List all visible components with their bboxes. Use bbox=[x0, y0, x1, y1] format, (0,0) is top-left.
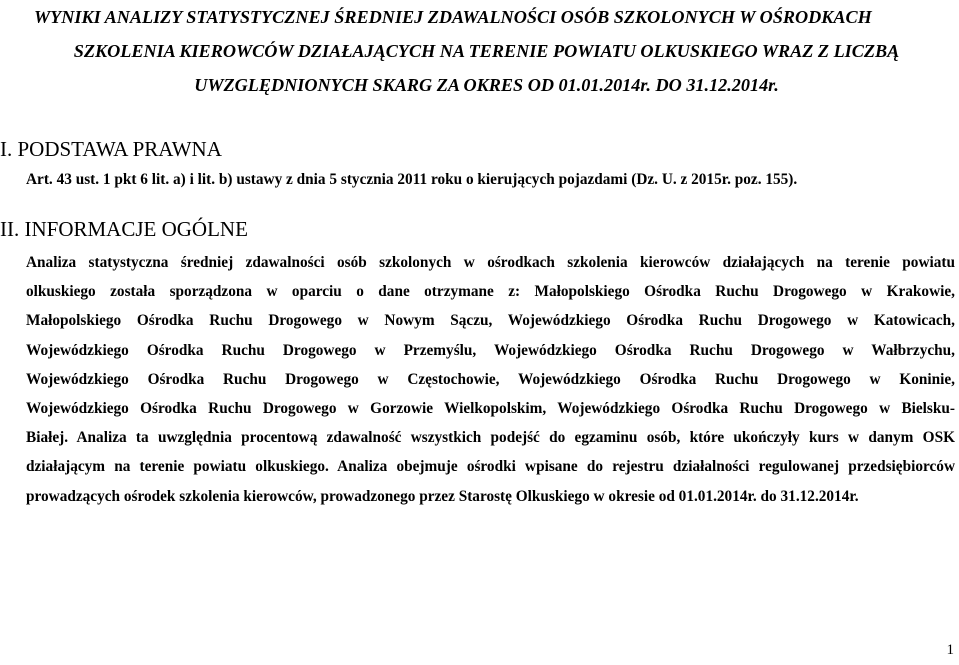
title-line-1: WYNIKI ANALIZY STATYSTYCZNEJ ŚREDNIEJ ZDAWALNOŚCI OSÓB SZKOLONYCH W OŚRODKACH bbox=[34, 7, 872, 27]
paragraph-line: Wojewódzkiego Ośrodka Ruchu Drogowego w Częstochowie, Wojewódzkiego Ośrodka Ruchu Drogowego w Koninie, bbox=[26, 370, 955, 388]
paragraph-line: Białej. Analiza ta uwzględnia procentową zdawalność wszystkich podejść do egzaminu osób, które ukończyły kurs w danym OSK bbox=[26, 429, 955, 447]
paragraph-line: Wojewódzkiego Ośrodka Ruchu Drogowego w Gorzowie Wielkopolskim, Wojewódzkiego Ośrodka Ruchu Drogowego w Bielsku- bbox=[26, 399, 955, 417]
paragraph-line: działającym na terenie powiatu olkuskiego. Analiza obejmuje ośrodki wpisane do rejestru działalności regulowanej przedsiębiorców bbox=[26, 458, 955, 476]
paragraph-line: Wojewódzkiego Ośrodka Ruchu Drogowego w Przemyślu, Wojewódzkiego Ośrodka Ruchu Drogowego w Wałbrzychu, bbox=[26, 341, 955, 359]
title-line-3: UWZGLĘDNIONYCH SKARG ZA OKRES OD 01.01.2014r. DO 31.12.2014r. bbox=[194, 75, 779, 95]
general-info-paragraph bbox=[26, 248, 955, 511]
paragraph-line: Małopolskiego Ośrodka Ruchu Drogowego w Nowym Sączu, Wojewódzkiego Ośrodka Ruchu Drogowego w Katowicach, bbox=[26, 312, 955, 330]
paragraph-line: Analiza statystyczna średniej zdawalności osób szkolonych w ośrodkach szkolenia kierowców działających na terenie powiatu bbox=[26, 254, 955, 271]
title-line-2: SZKOLENIA KIEROWCÓW DZIAŁAJĄCYCH NA TERENIE POWIATU OLKUSKIEGO WRAZ Z LICZBĄ bbox=[73, 41, 900, 61]
document-title bbox=[34, 0, 939, 102]
section-heading-general-info: II. INFORMACJE OGÓLNE bbox=[0, 217, 248, 241]
paragraph-line: prowadzących ośrodek szkolenia kierowców, prowadzonego przez Starostę Olkuskiego w okresie od 01.01.2014r. do 31.12.2014r. bbox=[26, 487, 859, 505]
legal-basis-text: Art. 43 ust. 1 pkt 6 lit. a) i lit. b) ustawy z dnia 5 stycznia 2011 roku o kierujących pojazdami (Dz. U. z 2015r. poz. 155). bbox=[26, 171, 798, 188]
page-number: 1 bbox=[946, 642, 954, 658]
section-heading-legal-basis: I. PODSTAWA PRAWNA bbox=[0, 137, 222, 161]
paragraph-line: olkuskiego została sporządzona w oparciu o dane otrzymane z: Małopolskiego Ośrodka Ruchu Drogowego w Krakowie, bbox=[26, 283, 955, 301]
